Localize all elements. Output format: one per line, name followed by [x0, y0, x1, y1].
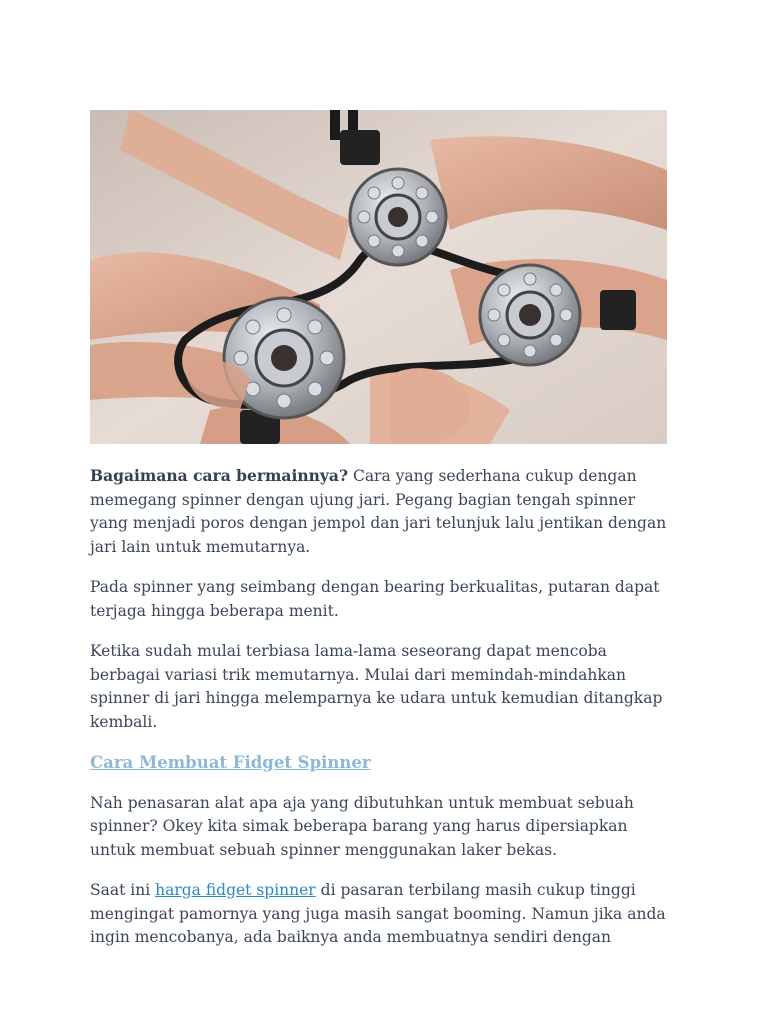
paragraph-balanced-spinner: Pada spinner yang seimbang dengan bearing berkualitas, putaran dapat terjaga hingga beberapa menit. — [90, 578, 660, 620]
fidget-spinner-photo — [90, 110, 667, 444]
paragraph-materials: Nah penasaran alat apa aja yang dibutuhkan untuk membuat sebuah spinner? Okey kita simak beberapa barang yang harus dipersiapkan untuk membuat sebuah spinner menggunakan laker bekas. — [90, 793, 634, 859]
paragraph-tricks: Ketika sudah mulai terbiasa lama-lama seseorang dapat mencoba berbagai variasi trik memutarnya. Mulai dari memindah-mindahkan spinner di jari hingga melemparnya ke udara untuk kemudian ditangkap kembali. — [90, 642, 663, 731]
paragraph-price — [90, 879, 668, 950]
article-page — [90, 110, 668, 967]
paragraph-lead-question: Bagaimana cara bermainnya? — [90, 466, 349, 485]
price-link[interactable]: harga fidget spinner — [155, 881, 316, 899]
article-body — [90, 464, 668, 950]
section-heading-link[interactable]: Cara Membuat Fidget Spinner — [90, 753, 371, 772]
price-text-after: di pasaran terbilang masih cukup tinggi mengingat pamornya yang juga masih sangat booming. Namun jika anda ingin mencobanya, ada baiknya anda membuatnya sendiri dengan — [90, 881, 666, 946]
paragraph-text: Cara yang sederhana cukup dengan memegang spinner dengan ujung jari. Pegang bagian tengah spinner yang menjadi poros dengan jempol dan jari telunjuk lalu jentikan dengan jari lain untuk memutarnya. — [90, 467, 667, 556]
paragraph-how-to-play — [90, 464, 668, 559]
price-text-before: Saat ini — [90, 881, 156, 899]
